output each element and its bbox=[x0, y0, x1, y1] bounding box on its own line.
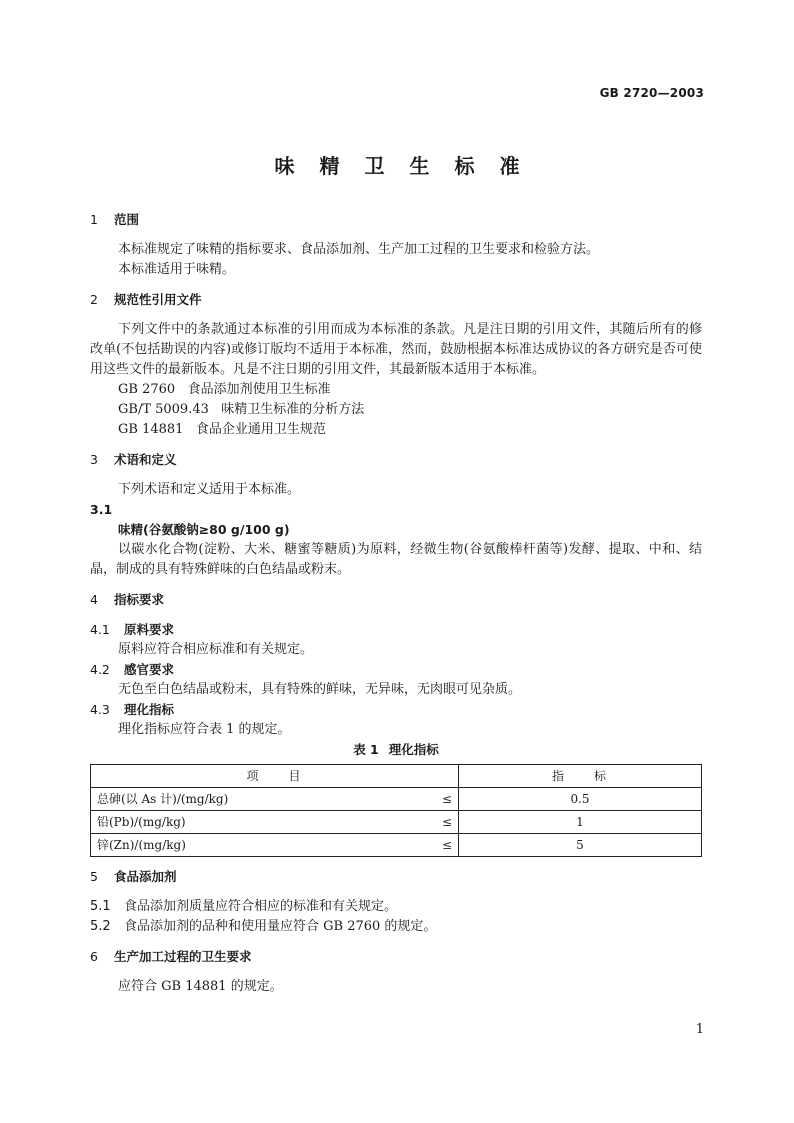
subsection-heading-4-1: 4.1 原料要求 bbox=[90, 622, 175, 637]
paragraph: 下列文件中的条款通过本标准的引用而成为本标准的条款。凡是注日期的引用文件，其随后所有的修改单(不包括勘误的内容)或修订版均不适用于本标准，然而，鼓励根据本标准达成协议的各方研究是否可使用这些文件的最新版本。凡是不注日期的引用文件，其最新版本适用于本标准。 bbox=[90, 322, 702, 377]
section-heading-2: 2 规范性引用文件 bbox=[90, 292, 202, 307]
page-number: 1 bbox=[695, 1022, 704, 1037]
table-cell-item: 总砷(以 As 计)/(mg/kg) bbox=[91, 788, 427, 811]
table-cell-operator: ≤ bbox=[426, 788, 459, 811]
section-heading-6: 6 生产加工过程的卫生要求 bbox=[90, 949, 252, 964]
table-row bbox=[91, 834, 702, 857]
paragraph: 原料应符合相应标准和有关规定。 bbox=[118, 642, 314, 657]
table-cell-value: 1 bbox=[459, 811, 702, 834]
table-cell-value: 5 bbox=[459, 834, 702, 857]
paragraph: 无色至白色结晶或粉末，具有特殊的鲜味，无异味，无肉眼可见杂质。 bbox=[118, 682, 522, 697]
table-cell-operator: ≤ bbox=[426, 811, 459, 834]
table-caption: 表 1 理化指标 bbox=[353, 742, 439, 757]
table-row bbox=[91, 788, 702, 811]
specification-table bbox=[90, 764, 702, 857]
section-heading-4: 4 指标要求 bbox=[90, 592, 165, 607]
paragraph: 本标准规定了味精的指标要求、食品添加剂、生产加工过程的卫生要求和检验方法。 bbox=[118, 242, 600, 257]
section-heading-5: 5 食品添加剂 bbox=[90, 869, 177, 884]
paragraph: 下列术语和定义适用于本标准。 bbox=[118, 482, 301, 497]
section-heading-3: 3 术语和定义 bbox=[90, 452, 177, 467]
reference-item: GB 2760 食品添加剂使用卫生标准 bbox=[118, 382, 331, 397]
table-cell-operator: ≤ bbox=[426, 834, 459, 857]
table-header-row bbox=[91, 765, 702, 788]
document-title: 味精卫生标准 bbox=[274, 154, 545, 178]
table-cell-value: 0.5 bbox=[459, 788, 702, 811]
clause-5-1: 5.1 食品添加剂质量应符合相应的标准和有关规定。 bbox=[90, 899, 398, 914]
section-heading-1: 1 范围 bbox=[90, 212, 140, 227]
paragraph: 应符合 GB 14881 的规定。 bbox=[118, 979, 283, 994]
subsection-number: 3.1 bbox=[90, 502, 113, 517]
paragraph: 理化指标应符合表 1 的规定。 bbox=[118, 722, 291, 737]
document-body bbox=[90, 210, 702, 997]
clause-5-2: 5.2 食品添加剂的品种和使用量应符合 GB 2760 的规定。 bbox=[90, 919, 437, 934]
column-header-value: 指 标 bbox=[459, 765, 702, 788]
column-header-item: 项 目 bbox=[91, 765, 459, 788]
reference-item: GB 14881 食品企业通用卫生规范 bbox=[118, 422, 326, 437]
definition: 以碳水化合物(淀粉、大米、糖蜜等糖质)为原料，经微生物(谷氨酸棒杆菌等)发酵、提取、中和、结晶，制成的具有特殊鲜味的白色结晶或粉末。 bbox=[90, 542, 702, 577]
subsection-heading-4-3: 4.3 理化指标 bbox=[90, 702, 175, 717]
table-cell-item: 铅(Pb)/(mg/kg) bbox=[91, 811, 427, 834]
standard-number: GB 2720—2003 bbox=[599, 86, 704, 100]
reference-item: GB/T 5009.43 味精卫生标准的分析方法 bbox=[118, 402, 365, 417]
paragraph: 本标准适用于味精。 bbox=[118, 262, 236, 277]
table-row bbox=[91, 811, 702, 834]
table-cell-item: 锌(Zn)/(mg/kg) bbox=[91, 834, 427, 857]
term: 味精(谷氨酸钠≥80 g/100 g) bbox=[118, 522, 290, 537]
subsection-heading-4-2: 4.2 感官要求 bbox=[90, 662, 175, 677]
